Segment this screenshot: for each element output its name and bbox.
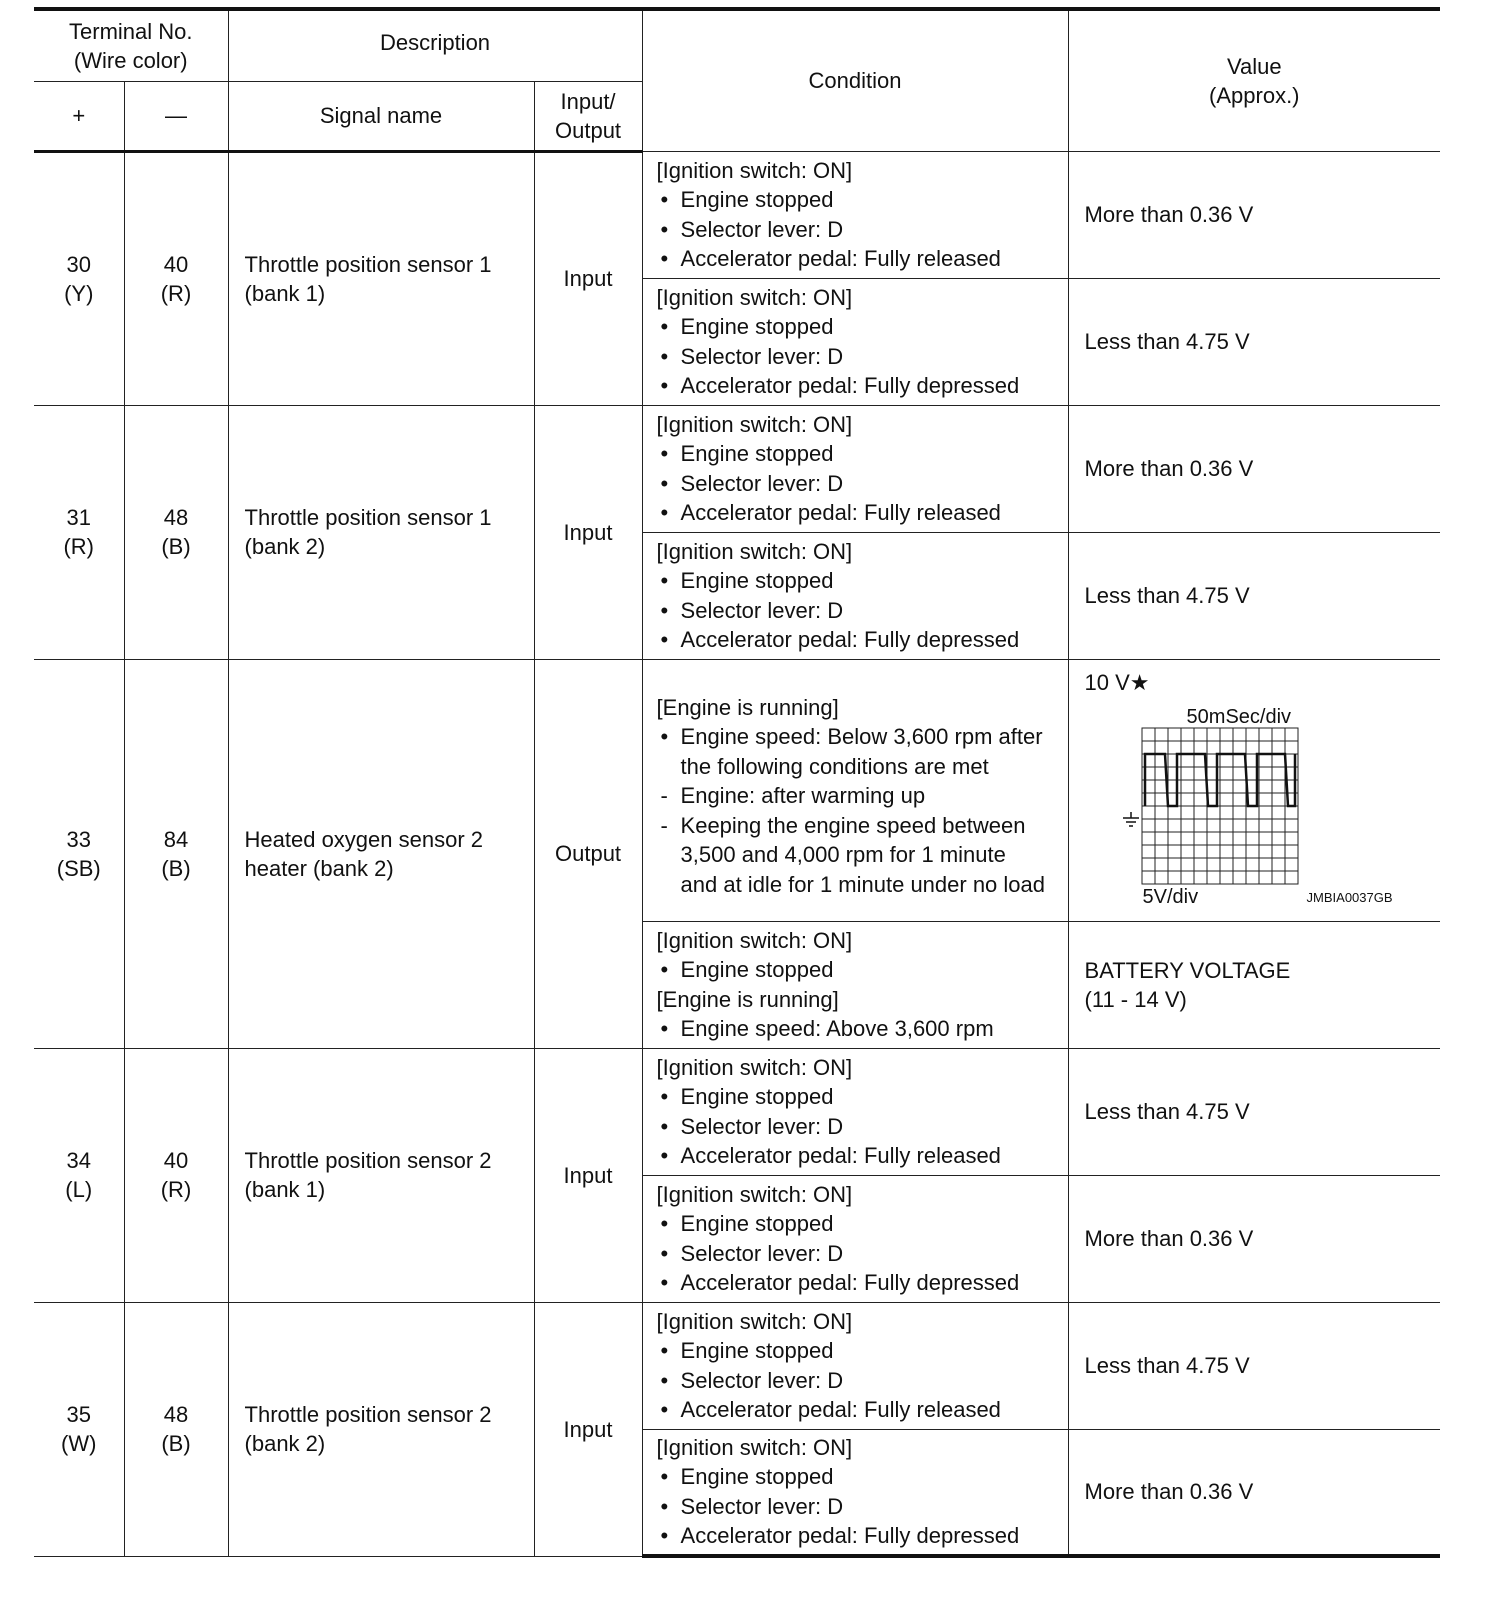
condition-bullet: • Selector lever: D: [657, 215, 1068, 245]
condition-heading: [Engine is running]: [656, 986, 839, 1012]
scope-volt-div: 5V/div: [1142, 885, 1199, 908]
condition-cell: [642, 1048, 1068, 1175]
value-line: (11 - 14 V): [1084, 986, 1187, 1012]
wire-color: (R): [63, 534, 95, 559]
oscilloscope-graph: [1069, 660, 1399, 894]
condition-bullet: • Engine stopped: [657, 1209, 1068, 1239]
star-icon: ★: [1129, 669, 1150, 695]
value-cell: More than 0.36 V: [1068, 1175, 1440, 1302]
header-minus: —: [124, 81, 228, 151]
table-row: [34, 151, 1440, 278]
condition-dash: - Keeping the engine speed between: [657, 811, 1068, 841]
value-cell: Less than 4.75 V: [1068, 532, 1440, 659]
value-cell: [1068, 921, 1440, 1048]
condition-cell: [642, 278, 1068, 405]
signal-line: (bank 1): [244, 280, 326, 306]
wire-color: (SB): [56, 855, 101, 881]
signal-line: Throttle position sensor 2: [244, 1402, 492, 1427]
minus-terminal: [124, 659, 228, 1048]
minus-terminal: [124, 405, 228, 659]
wire-color: (B): [161, 534, 191, 559]
condition-heading: [Ignition switch: ON]: [656, 927, 853, 953]
value-cell-scope: [1068, 659, 1440, 921]
condition-cell: [642, 1429, 1068, 1556]
condition-bullet: • Engine stopped: [657, 1336, 1068, 1366]
wire-color: (B): [161, 855, 191, 881]
io-cell: Input: [534, 151, 642, 405]
condition-bullet: • Engine stopped: [657, 439, 1068, 469]
figure-code: JMBIA0037GB: [1306, 889, 1393, 905]
value-cell: Less than 4.75 V: [1068, 1302, 1440, 1429]
condition-heading: [Ignition switch: ON]: [656, 1181, 853, 1207]
condition-heading: [Ignition switch: ON]: [656, 284, 853, 310]
condition-cell: [642, 1302, 1068, 1429]
terminal-number: 34: [66, 1148, 91, 1173]
condition-bullet: • Engine speed: Below 3,600 rpm after: [657, 722, 1068, 752]
wire-color: (R): [160, 1177, 192, 1202]
io-cell: Input: [534, 405, 642, 659]
header-condition: Condition: [642, 9, 1068, 151]
io-cell: Input: [534, 1048, 642, 1302]
condition-bullet: • Accelerator pedal: Fully released: [657, 1141, 1068, 1171]
table-row: [34, 1302, 1440, 1429]
header-plus: +: [34, 81, 124, 151]
header-io-line1: Input/: [560, 88, 616, 114]
signal-line: (bank 2): [244, 534, 326, 559]
oscilloscope-figure: [1069, 660, 1399, 908]
condition-bullet: • Engine stopped: [657, 185, 1068, 215]
condition-bullet: • Accelerator pedal: Fully depressed: [657, 625, 1068, 655]
signal-name: [228, 405, 534, 659]
signal-name: [228, 151, 534, 405]
signal-line: (bank 2): [244, 1431, 326, 1456]
condition-bullet: • Accelerator pedal: Fully depressed: [657, 371, 1068, 401]
scope-time-div: 50mSec/div: [1186, 705, 1292, 728]
plus-terminal: [34, 405, 124, 659]
terminal-number: 30: [66, 251, 91, 277]
wire-color: (R): [160, 280, 192, 306]
signal-name: [228, 1048, 534, 1302]
signal-name: [228, 1302, 534, 1556]
condition-bullet: • Engine stopped: [657, 1462, 1068, 1492]
signal-line: heater (bank 2): [244, 855, 394, 881]
header-value-line1: Value: [1226, 53, 1282, 79]
condition-bullet: • Engine stopped: [657, 566, 1068, 596]
wire-color: (Y): [64, 280, 94, 306]
terminal-number: 40: [163, 1148, 189, 1173]
terminal-number: 31: [66, 505, 91, 530]
terminal-number: 84: [163, 826, 189, 852]
condition-bullet: • Selector lever: D: [657, 1239, 1068, 1269]
condition-cell: [642, 532, 1068, 659]
condition-cell: [642, 405, 1068, 532]
condition-heading: [Ignition switch: ON]: [656, 411, 853, 437]
table-row: [34, 405, 1440, 532]
signal-line: Throttle position sensor 2: [244, 1148, 492, 1173]
value-line: BATTERY VOLTAGE: [1084, 957, 1291, 983]
terminal-number: 48: [163, 505, 189, 530]
condition-heading: [Engine is running]: [656, 694, 839, 720]
minus-terminal: [124, 1048, 228, 1302]
signal-name: [228, 659, 534, 1048]
condition-bullet: • Selector lever: D: [657, 596, 1068, 626]
ground-icon: [1123, 812, 1139, 826]
header-io: [534, 81, 642, 151]
condition-heading: [Ignition switch: ON]: [656, 1054, 853, 1080]
minus-terminal: [124, 1302, 228, 1556]
header-signal-name: Signal name: [228, 81, 534, 151]
condition-dash-cont: and at idle for 1 minute under no load: [680, 871, 1046, 897]
header-terminal-line2: (Wire color): [73, 47, 188, 73]
table-row: [34, 659, 1440, 921]
condition-bullet: • Accelerator pedal: Fully released: [657, 1395, 1068, 1425]
io-cell: Input: [534, 1302, 642, 1556]
terminal-number: 40: [163, 251, 189, 277]
scope-voltage-value: 10 V: [1084, 669, 1130, 695]
signal-line: Throttle position sensor 1: [244, 251, 492, 277]
condition-bullet: • Engine stopped: [657, 312, 1068, 342]
condition-cell: [642, 151, 1068, 278]
condition-heading: [Ignition switch: ON]: [656, 538, 853, 564]
condition-bullet: • Engine stopped: [657, 1082, 1068, 1112]
condition-bullet: • Selector lever: D: [657, 342, 1068, 372]
value-cell: More than 0.36 V: [1068, 151, 1440, 278]
condition-bullet: • Selector lever: D: [657, 1366, 1068, 1396]
io-cell: Output: [534, 659, 642, 1048]
value-cell: More than 0.36 V: [1068, 1429, 1440, 1556]
condition-bullet: • Accelerator pedal: Fully released: [657, 244, 1068, 274]
header-value: [1068, 9, 1440, 151]
value-cell: Less than 4.75 V: [1068, 1048, 1440, 1175]
value-cell: Less than 4.75 V: [1068, 278, 1440, 405]
terminal-number: 35: [66, 1402, 91, 1427]
condition-bullet: • Engine stopped: [657, 955, 1068, 985]
header-value-line2: (Approx.): [1209, 82, 1300, 108]
condition-dash-cont: 3,500 and 4,000 rpm for 1 minute: [680, 842, 1006, 868]
wire-color: (B): [161, 1431, 191, 1456]
value-cell: More than 0.36 V: [1068, 405, 1440, 532]
header-description: Description: [228, 9, 642, 81]
condition-cell: [642, 921, 1068, 1048]
signal-line: (bank 1): [244, 1177, 326, 1202]
header-io-line2: Output: [555, 117, 622, 143]
wire-color: (L): [65, 1177, 93, 1202]
condition-heading: [Ignition switch: ON]: [656, 157, 853, 183]
signal-line: Throttle position sensor 1: [244, 505, 492, 530]
ecm-terminal-table: [34, 7, 1440, 1558]
condition-bullet: • Accelerator pedal: Fully released: [657, 498, 1068, 528]
condition-bullet: • Accelerator pedal: Fully depressed: [657, 1268, 1068, 1298]
header-terminal-no: [34, 9, 228, 81]
table-row: [34, 1048, 1440, 1175]
signal-line: Heated oxygen sensor 2: [244, 826, 484, 852]
condition-cell: [642, 1175, 1068, 1302]
condition-heading: [Ignition switch: ON]: [656, 1308, 853, 1334]
condition-bullet-cont: the following conditions are met: [680, 753, 989, 779]
condition-bullet: • Selector lever: D: [657, 1112, 1068, 1142]
plus-terminal: [34, 659, 124, 1048]
scope-grid: [1142, 728, 1298, 884]
minus-terminal: [124, 151, 228, 405]
terminal-number: 33: [66, 826, 91, 852]
wire-color: (W): [61, 1431, 97, 1456]
condition-heading: [Ignition switch: ON]: [656, 1434, 853, 1460]
terminal-number: 48: [163, 1402, 189, 1427]
plus-terminal: [34, 1048, 124, 1302]
plus-terminal: [34, 151, 124, 405]
condition-bullet: • Accelerator pedal: Fully depressed: [657, 1521, 1068, 1551]
condition-bullet: • Engine speed: Above 3,600 rpm: [657, 1014, 1068, 1044]
condition-bullet: • Selector lever: D: [657, 469, 1068, 499]
condition-bullet: • Selector lever: D: [657, 1492, 1068, 1522]
condition-cell: [642, 659, 1068, 921]
plus-terminal: [34, 1302, 124, 1556]
header-terminal-line1: Terminal No.: [69, 18, 193, 44]
condition-dash: - Engine: after warming up: [657, 781, 1068, 811]
